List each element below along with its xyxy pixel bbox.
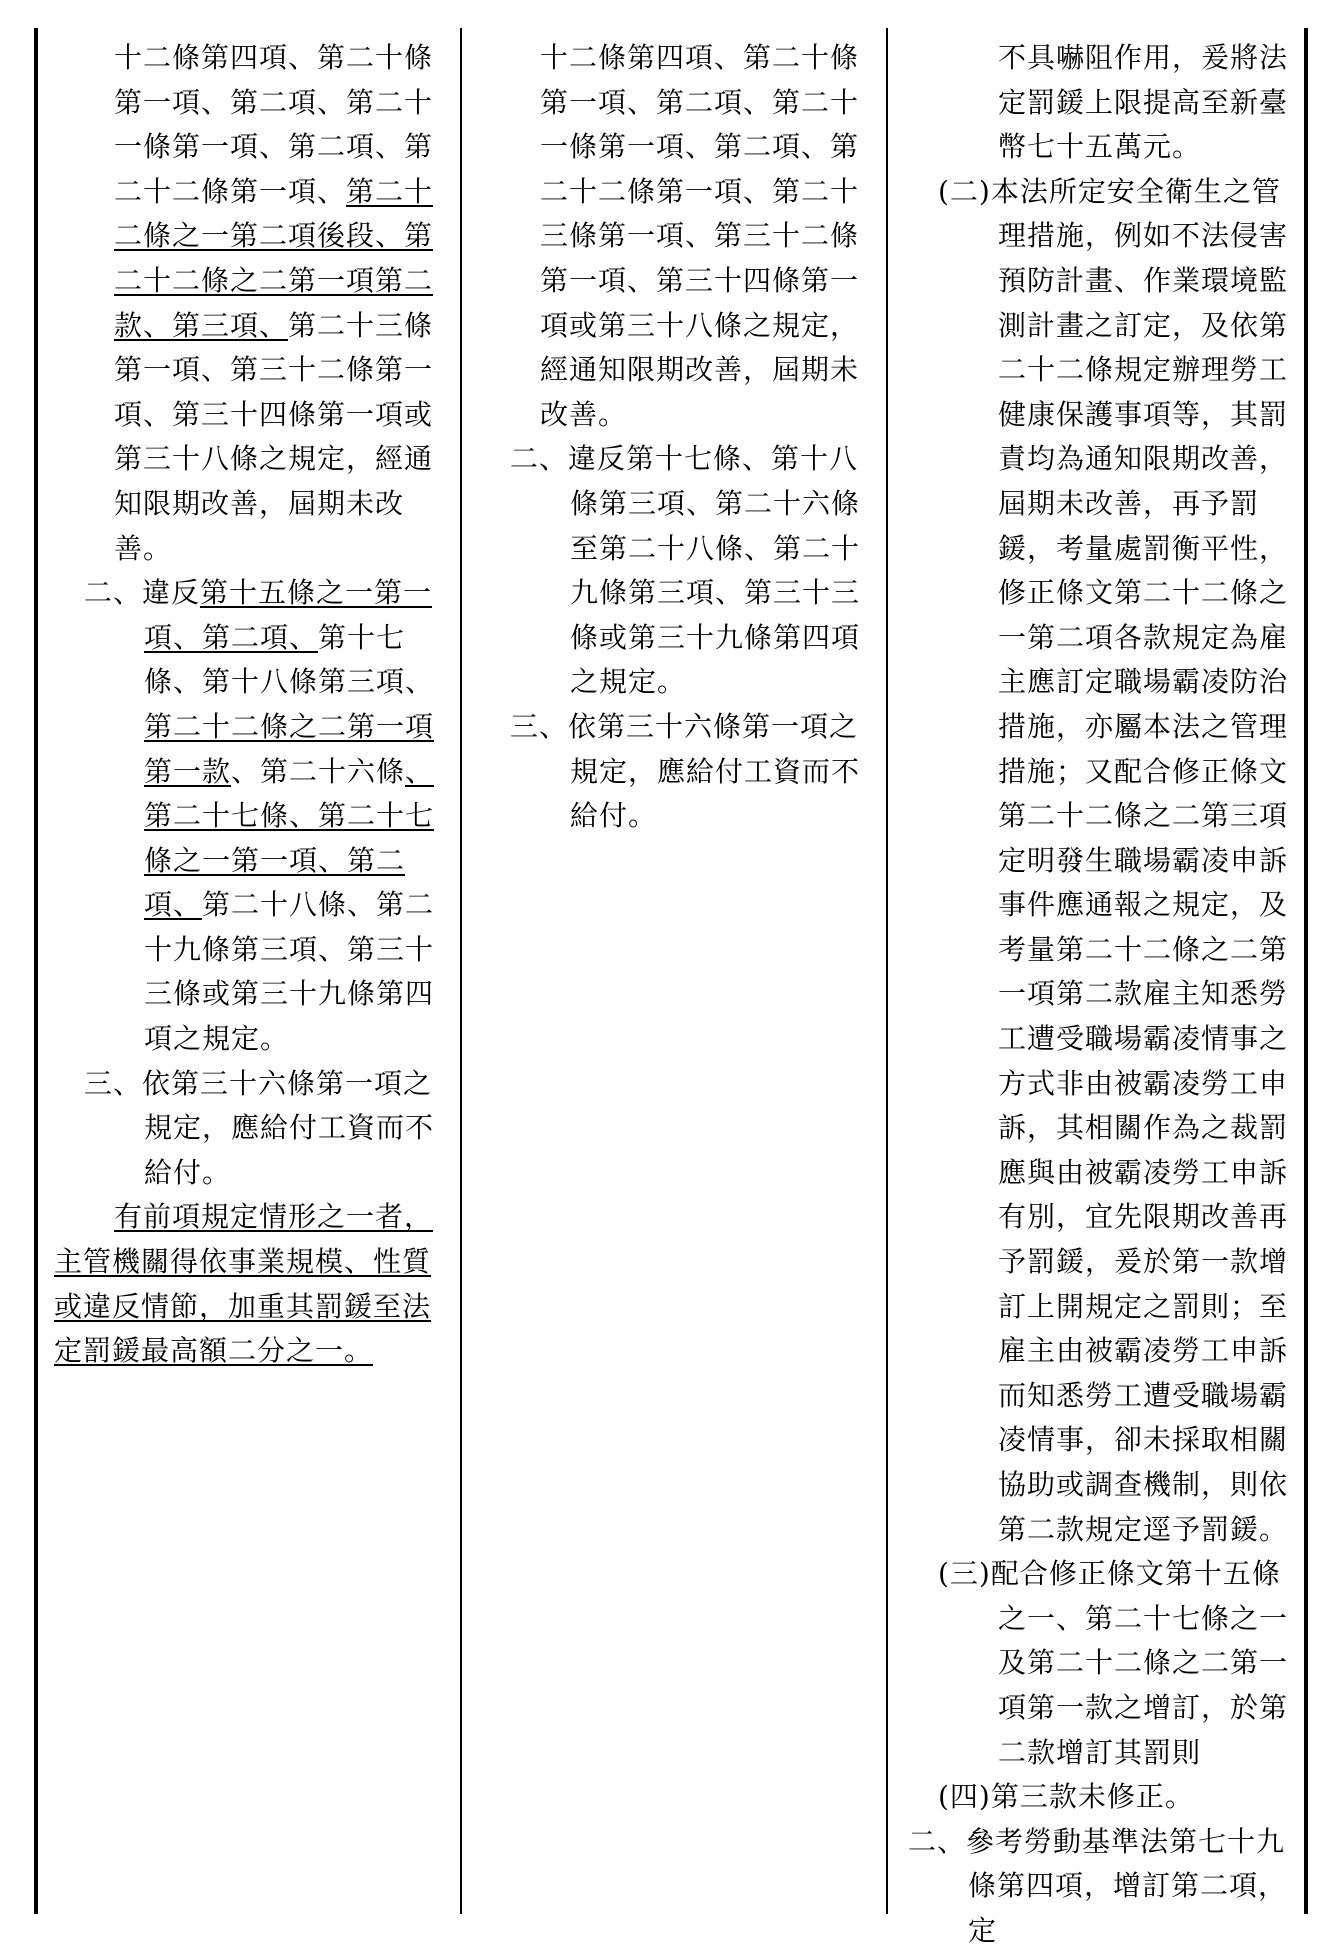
amended-article-column: [54, 36, 450, 1374]
item1-continuation: 十二條第四項、第二十條第一項、第二項、第二十一條第一項、第二項、第二十二條第一項、第二十二條之一第二項後段、第二十二條之二第一項第二款、第三項、第二十三條第一項、第三十二條第一項、第三十四條第一項或第三十八條之規定，經通知限期改善，屆期未改善。: [114, 41, 434, 565]
explanation-continuation: 不具嚇阻作用，爰將法定罰鍰上限提高至新臺幣七十五萬元。: [998, 41, 1289, 164]
column-divider-2: [886, 28, 888, 1914]
item1-continuation: 十二條第四項、第二十條第一項、第二項、第二十一條第一項、第二項、第二十二條第一項、第二十三條第一項、第三十二條第一項、第三十四條第一項或第三十八條之規定，經通知限期改善，屆期未改善。: [540, 41, 860, 431]
item2: 二、違反第十七條、第十八條第三項、第二十六條至第二十八條、第二十九條第三項、第三十三條或第三十九條第四項之規定。: [510, 442, 861, 699]
left-border: [34, 28, 38, 1914]
current-article-column: [510, 36, 876, 839]
explanation-column: [908, 36, 1296, 1954]
explanation-sub-2: (二)本法所定安全衛生之管理措施，例如不法侵害預防計畫、作業環境監測計畫之訂定，及依第二十二條規定辦理勞工健康保護事項等，其罰責均為通知限期改善，屆期未改善，再予罰鍰，考量處罰衡平性，修正條文第二十二條之一第二項各款規定為雇主應訂定職場霸凌防治措施，亦屬本法之管理措施；又配合修正條文第二十二條之二第三項定明發生職場霸凌申訴事件應通報之規定，及考量第二十二條之二第一項第二款雇主知悉勞工遭受職場霸凌情事之方式非由被霸凌勞工申訴，其相關作為之裁罰應與由被霸凌勞工申訴有別，宜先限期改善再予罰鍰，爰於第一款增訂上開規定之罰則；至雇主由被霸凌勞工申訴而知悉勞工遭受職場霸凌情事，卻未採取相關協助或調查機制，則依第二款規定逕予罰鍰。: [938, 174, 1289, 1546]
added-paragraph: 有前項規定情形之一者，主管機關得依事業規模、性質或違反情節，加重其罰鍰至法定罰鍰最高額二分之一。: [54, 1200, 434, 1368]
explanation-sub-4: (四)第三款未修正。: [938, 1780, 1194, 1814]
explanation-item-2: 二、參考勞動基準法第七十九條第四項，增訂第二項，定: [908, 1824, 1288, 1947]
item3: 三、依第三十六條第一項之規定，應給付工資而不給付。: [510, 709, 861, 833]
explanation-sub-3: (三)配合修正條文第十五條之一、第二十七條之一及第二十二條之二第一項第一款之增訂，於第二款增訂其罰則: [938, 1557, 1289, 1769]
column-divider-1: [460, 28, 462, 1914]
item3: 三、依第三十六條第一項之規定，應給付工資而不給付。: [84, 1066, 435, 1189]
right-border: [1304, 28, 1308, 1914]
item2: 二、違反第十五條之一第一項、第二項、第十七條、第十八條第三項、第二十二條之二第一項第一款、第二十六條、第二十七條、第二十七條之一第一項、第二項、第二十八條、第二十九條第三項、第三十三條或第三十九條第四項之規定。: [84, 576, 435, 1056]
